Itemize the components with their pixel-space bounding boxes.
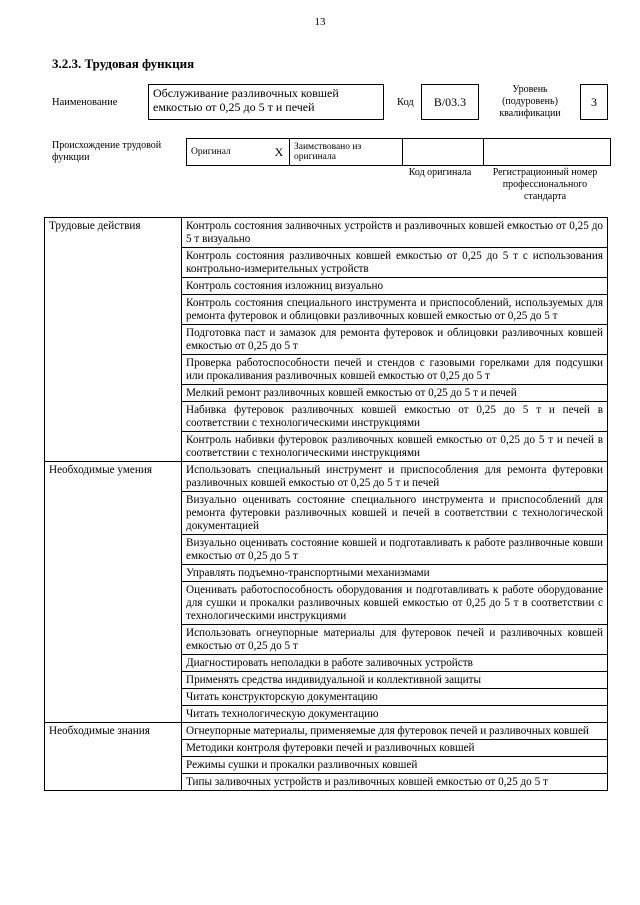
section-category: Трудовые действия [45,218,182,462]
code-value: В/03.3 [421,84,479,120]
code-label: Код [397,97,414,108]
table-row [45,218,608,248]
level-value: 3 [580,84,608,120]
section-item: Проверка работоспособности печей и стендов с газовыми горелками для подсушки или прокаливания разливочных ковшей емкостью от 0,25 до 5 т [182,355,608,385]
section-category: Необходимые умения [45,462,182,723]
section-item: Огнеупорные материалы, применяемые для футеровок печей и разливочных ковшей [182,723,608,740]
name-label: Наименование [52,97,118,108]
section-item: Контроль состояния изложниц визуально [182,278,608,295]
origin-reg-cell [484,139,611,166]
section-item: Режимы сушки и прокалки разливочных ковшей [182,757,608,774]
section-item: Типы заливочных устройств и разливочных ковшей емкостью от 0,25 до 5 т [182,774,608,791]
page-number: 13 [314,16,326,28]
reg-caption: Регистрационный номер профессионального стандарта [492,167,598,202]
section-title: 3.2.3. Трудовая функция [52,56,195,71]
level-label: Уровень (подуровень) квалификации [499,84,561,119]
table-row [45,723,608,740]
section-item: Использовать огнеупорные материалы для футеровок печей и разливочных ковшей емкостью от 0,25 до 5 т [182,625,608,655]
section-item: Визуально оценивать состояние ковшей и подготавливать к работе разливочные ковши емкостью от 0,25 до 5 т [182,535,608,565]
section-item: Мелкий ремонт разливочных ковшей емкостью от 0,25 до 5 т и печей [182,385,608,402]
section-item: Управлять подъемно-транспортными механизмами [182,565,608,582]
origin-code-cell [403,139,484,166]
section-item: Контроль набивки футеровок разливочных ковшей емкостью от 0,25 до 5 т и печей в соответствии с технологическими инструкциями [182,432,608,462]
section-item: Читать технологическую документацию [182,706,608,723]
section-item: Подготовка паст и замазок для ремонта футеровок и облицовки разливочных ковшей емкостью от 0,25 до 5 т [182,325,608,355]
section-category: Необходимые знания [45,723,182,791]
section-item: Применять средства индивидуальной и коллективной защиты [182,672,608,689]
original-label: Оригинал [187,139,270,166]
section-item: Читать конструкторскую документацию [182,689,608,706]
section-item: Набивка футеровок разливочных ковшей емкостью от 0,25 до 5 т и печей в соответствии с технологическими инструкциями [182,402,608,432]
section-item: Диагностировать неполадки в работе заливочных устройств [182,655,608,672]
name-value: Обслуживание разливочных ковшей емкостью от 0,25 до 5 т и печей [148,84,384,120]
section-item: Визуально оценивать состояние специального инструмента и приспособлений для ремонта футеровки разливочных ковшей и печей в соответствии с технологической документацией [182,492,608,535]
original-mark: X [269,139,290,166]
section-item: Использовать специальный инструмент и приспособления для ремонта футеровки разливочных ковшей емкостью от 0,25 до 5 т и печей [182,462,608,492]
section-item: Контроль состояния разливочных ковшей емкостью от 0,25 до 5 т с использования контрольно-измерительных устройств [182,248,608,278]
borrowed-label: Заимствовано из оригинала [290,139,403,166]
section-item: Контроль состояния заливочных устройств и разливочных ковшей емкостью от 0,25 до 5 т визуально [182,218,608,248]
section-item: Контроль состояния специального инструмента и приспособлений, используемых для ремонта футеровок и облицовки разливочных ковшей емкостью от 0,25 до 5 т [182,295,608,325]
origin-table [186,138,611,166]
table-row [45,462,608,492]
section-item: Методики контроля футеровки печей и разливочных ковшей [182,740,608,757]
section-item: Оценивать работоспособность оборудования и подготавливать к работе оборудование для сушки и прокалки разливочных ковшей емкостью от 0,25 до 5 т в соответствии с технологическими инструкциями [182,582,608,625]
function-table [44,217,608,791]
origin-label: Происхождение трудовой функции [52,140,162,163]
code-caption: Код оригинала [408,167,472,178]
